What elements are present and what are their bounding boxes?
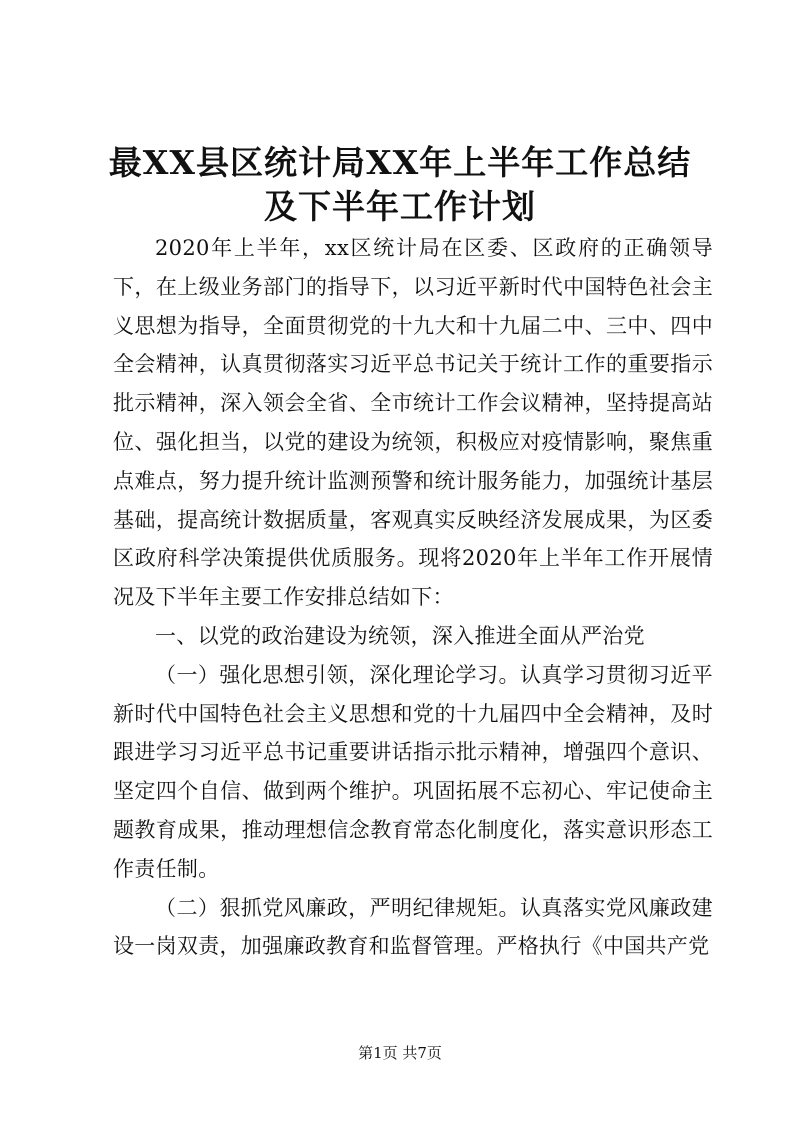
document-body (113, 229, 713, 966)
page-number-footer: 第1页 共7页 (358, 1044, 442, 1062)
subsection-1: （一）强化思想引领，深化理论学习。认真学习贯彻习近平新时代中国特色社会主义思想和党的十九届四中全会精神，及时跟进学习习近平总书记重要讲话指示批示精神，增强四个意识、坚定四个自信、做到两个维护。巩固拓展不忘初心、牢记使命主题教育成果，推动理想信念教育常态化制度化，落实意识形态工作责任制。 (113, 662, 713, 881)
subsection-2: （二）狠抓党风廉政，严明纪律规矩。认真落实党风廉政建设一岗双责，加强廉政教育和监督管理。严格执行《中国共产党 (113, 895, 713, 959)
section-heading-1: 一、以党的政治建设为统领，深入推进全面从严治党 (155, 623, 645, 648)
paragraph-intro: 2020年上半年，xx区统计局在区委、区政府的正确领导下，在上级业务部门的指导下，以习近平新时代中国特色社会主义思想为指导，全面贯彻党的十九大和十九届二中、三中、四中全会精神，认真贯彻落实习近平总书记关于统计工作的重要指示批示精神，深入领会全省、全市统计工作会议精神，坚持提高站位、强化担当，以党的建设为统领，积极应对疫情影响，聚焦重点难点，努力提升统计监测预警和统计服务能力，加强统计基层基础，提高统计数据质量，客观真实反映经济发展成果，为区委区政府科学决策提供优质服务。现将2020年上半年工作开展情况及下半年主要工作安排总结如下： (113, 236, 713, 610)
document-title: 最XX县区统计局XX年上半年工作总结及下半年工作计划 (108, 143, 692, 226)
